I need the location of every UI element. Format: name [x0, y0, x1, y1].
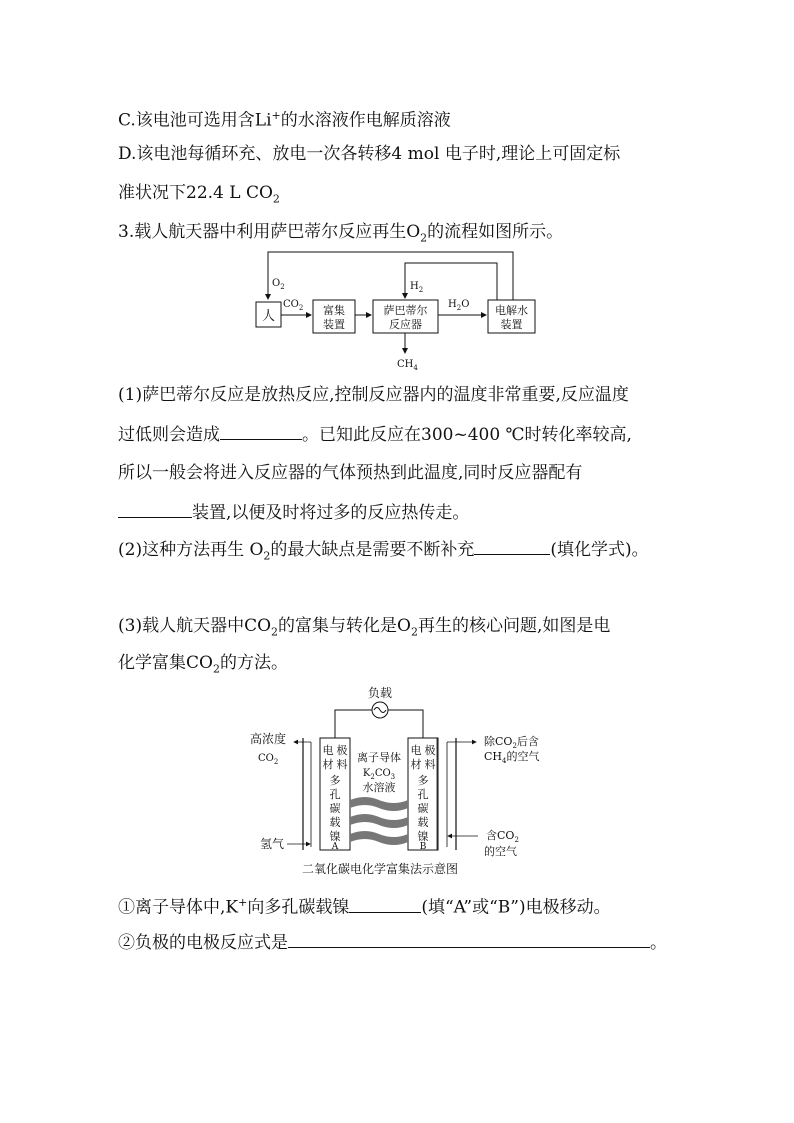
- reactor-label-2: 反应器: [389, 318, 422, 331]
- electrolysis-label-2: 装置: [500, 318, 523, 331]
- label-h2: $H_2$: [410, 281, 424, 294]
- sub-q1-text-1: ①离子导体中,K: [118, 897, 239, 918]
- answer-blank-5[interactable]: [288, 931, 650, 948]
- label-hydrogen: 氢气: [260, 837, 285, 851]
- sub-q2-text-1: ②负极的电极反应式是: [118, 933, 288, 953]
- part-3-text-3: 再生的核心问题,如图是电: [417, 616, 611, 636]
- electrolyte-formula: $K_2CO_3$: [362, 768, 396, 781]
- part-2-sub: 2: [263, 549, 271, 563]
- electrode-b-material-1: 材: [410, 758, 422, 771]
- option-c-text-2: 的水溶液作电解质溶液: [280, 110, 451, 131]
- enrich-label-1: 富集: [323, 304, 345, 317]
- electrode-b-char-2: 孔: [417, 788, 429, 801]
- ion-conductor-label: 离子导体: [357, 751, 401, 764]
- label-o2: $O_2$: [272, 278, 285, 291]
- sub-q1-text-3: (填“A”或“B”)电极移动。: [421, 897, 611, 918]
- sub-question-2: [118, 931, 667, 954]
- electrode-a-material-2: 料: [336, 758, 348, 771]
- electrolysis-label-1: 电解水: [495, 304, 528, 317]
- electrode-a-char-2: 孔: [329, 788, 341, 801]
- electrode-a-char-1: 多: [329, 774, 341, 787]
- label-air-in-2: 的空气: [484, 845, 517, 858]
- part-3-text-1: (3)载人航天器中CO: [118, 616, 272, 636]
- electrochemical-cell-diagram: [240, 680, 560, 880]
- part-3-sub-1: 2: [271, 625, 279, 639]
- electrode-a-material-1: 材: [322, 758, 334, 771]
- label-air-out-2: $CH_4$的空气: [484, 750, 540, 765]
- part-3-sub-3: 2: [212, 662, 220, 676]
- part-3-line-b: [118, 652, 288, 680]
- part-3-line-a: [118, 615, 610, 643]
- electrode-b-char-1: 多: [417, 774, 429, 787]
- label-high-co2: 高浓度: [250, 732, 287, 746]
- wire-right: [388, 710, 423, 738]
- person-label: 人: [261, 309, 276, 324]
- part-3-sub-2: 2: [410, 625, 418, 639]
- reactor-label-1: 萨巴蒂尔: [383, 304, 428, 317]
- electrode-b-label-2: 极: [424, 744, 436, 757]
- answer-blank-2[interactable]: [118, 501, 192, 518]
- electrode-b-material-2: 料: [424, 758, 436, 771]
- part-3-text-4: 化学富集CO: [118, 653, 213, 673]
- question-title-text-2: 的流程如图所示。: [427, 222, 564, 242]
- answer-blank-4[interactable]: [349, 896, 421, 913]
- h2-feedback-arrow: [405, 263, 497, 300]
- option-c: [118, 105, 451, 132]
- electrode-a-char-5: 镍: [329, 830, 341, 843]
- electrode-a-label-1: 电: [322, 744, 334, 757]
- option-c-sup: +: [271, 109, 281, 122]
- ac-wave-icon: [374, 708, 386, 713]
- wire-left: [335, 710, 372, 738]
- o2-feedback-arrow: [268, 252, 513, 300]
- option-c-text: C.该电池可选用含Li: [118, 110, 272, 131]
- electrode-a-id: A: [331, 842, 339, 852]
- part-1-text-d: 装置,以便及时将过多的反应热传走。: [192, 503, 470, 523]
- option-d-sub: 2: [272, 192, 280, 206]
- electrolyte-band-1: [350, 797, 408, 811]
- sub-q1-sup: +: [238, 896, 248, 909]
- electrolyte-band-2: [350, 814, 408, 828]
- part-2-text-1: (2)这种方法再生 O: [118, 540, 264, 560]
- part-1-line-d: [118, 501, 469, 524]
- sub-question-1: [118, 892, 611, 919]
- enrich-label-2: 装置: [323, 318, 345, 331]
- sabatier-flow-diagram: [245, 245, 545, 375]
- part-3-text-5: 的方法。: [219, 653, 288, 673]
- label-high-co2-formula: $CO_2$: [258, 753, 279, 766]
- part-2-line: [118, 538, 649, 567]
- label-ch4: $CH_4$: [397, 359, 418, 372]
- electrolyte-label: 水溶液: [362, 781, 396, 794]
- part-3-text-2: 的富集与转化是O: [278, 616, 411, 636]
- part-1-line-c: 所以一般会将进入反应器的气体预热到此温度,同时反应器配有: [118, 463, 583, 483]
- electrode-b-char-3: 碳: [417, 802, 429, 815]
- label-h2o: $H_2O$: [448, 299, 470, 312]
- electrode-a-char-3: 碳: [329, 802, 341, 815]
- figure-caption: 二氧化碳电化学富集法示意图: [301, 862, 459, 876]
- part-1-text-b2: 。已知此反应在300~400 ℃时转化率较高,: [302, 425, 632, 445]
- load-label: 负载: [367, 686, 393, 700]
- sub-q1-text-2: 向多孔碳载镍: [247, 897, 350, 918]
- option-d-line1: D.该电池每循环充、放电一次各转移4 mol 电子时,理论上可固定标: [118, 144, 621, 164]
- part-2-text-3: (填化学式)。: [550, 540, 649, 560]
- part-1-line-b: [118, 423, 632, 446]
- option-d-text: 准状况下22.4 L CO: [118, 183, 273, 203]
- label-co2: $CO_2$: [283, 299, 304, 312]
- part-1-text-b1: 过低则会造成: [118, 425, 220, 445]
- part-1-line-a: (1)萨巴蒂尔反应是放热反应,控制反应器内的温度非常重要,反应温度: [118, 385, 629, 405]
- answer-blank-1[interactable]: [220, 423, 302, 440]
- part-2-text-2: 的最大缺点是需要不断补充: [270, 540, 475, 560]
- question-title-text: 3.载人航天器中利用萨巴蒂尔反应再生O: [118, 222, 421, 242]
- label-air-out-1: 除$CO_2$后含: [484, 735, 539, 750]
- electrode-b-char-5: 镍: [417, 830, 429, 843]
- question-title-sub: 2: [420, 231, 428, 245]
- label-air-in-1: 含$CO_2$: [486, 829, 519, 844]
- electrode-a-label-2: 极: [336, 744, 348, 757]
- electrode-b-label-1: 电: [410, 744, 422, 757]
- sub-q2-text-2: 。: [650, 933, 667, 953]
- option-d-line2: [118, 182, 280, 210]
- electrode-b-char-4: 载: [417, 816, 429, 829]
- electrolyte-band-3: [350, 831, 408, 845]
- electrode-b-id: B: [419, 842, 427, 852]
- answer-blank-3[interactable]: [474, 538, 550, 555]
- electrode-a-char-4: 载: [329, 816, 341, 829]
